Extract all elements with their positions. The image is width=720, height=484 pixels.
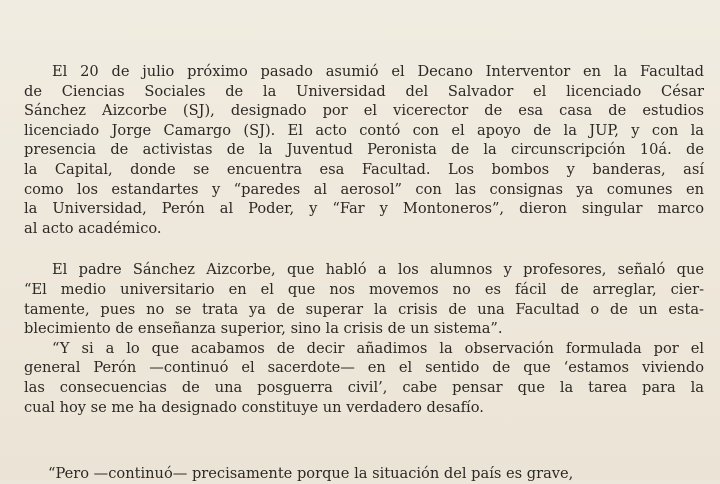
text-line: Sánchez Aizcorbe (SJ), designado por el vicerector de esa casa de estudios	[24, 102, 704, 120]
text-line: general Perón —continuó el sacerdote— en el sentido de que ‘estamos viviendo	[24, 359, 704, 377]
text-line: presencia de activistas de la Juventud Peronista de la circunscripción 10á. de	[24, 141, 704, 159]
paragraph-3	[24, 339, 704, 417]
text-line: la Universidad, Perón al Poder, y “Far y Montoneros”, dieron singular marco	[24, 200, 704, 218]
text-line: la Capital, donde se encuentra esa Facultad. Los bombos y banderas, así	[24, 160, 704, 178]
text-line: “El medio universitario en el que nos movemos no es fácil de arreglar, cier-	[24, 280, 704, 298]
article-body	[24, 62, 704, 417]
text-line: de Ciencias Sociales de la Universidad del Salvador el licenciado César	[24, 82, 704, 100]
text-line: El padre Sánchez Aizcorbe, que habló a los alumnos y profesores, señaló que	[52, 261, 704, 279]
text-line: cual hoy se me ha designado constituye un verdadero desafío.	[24, 398, 484, 416]
text-line: El 20 de julio próximo pasado asumió el Decano Interventor en la Facultad	[52, 63, 704, 80]
text-line: “Y si a lo que acabamos de decir añadimos la observación formulada por el	[52, 339, 704, 357]
text-line: “Pero —continuó— precisamente porque la situación del país es grave,	[48, 465, 574, 482]
paragraph-1	[24, 62, 704, 238]
text-line: al acto académico.	[24, 219, 162, 237]
text-line: licenciado Jorge Camargo (SJ). El acto contó con el apoyo de la JUP, y con la	[24, 121, 704, 139]
text-line: las consecuencias de una posguerra civil’, cabe pensar que la tarea para la	[24, 378, 704, 396]
text-line: blecimiento de enseñanza superior, sino la crisis de un sistema”.	[24, 320, 503, 338]
text-line: como los estandartes y “paredes al aerosol” con las consignas ya comunes en	[24, 180, 704, 198]
paragraph-gap	[24, 238, 704, 260]
paragraph-2	[24, 260, 704, 338]
text-line: tamente, pues no se trata ya de superar la crisis de una Facultad o de un esta-	[24, 300, 704, 318]
paragraph-4	[48, 464, 704, 484]
